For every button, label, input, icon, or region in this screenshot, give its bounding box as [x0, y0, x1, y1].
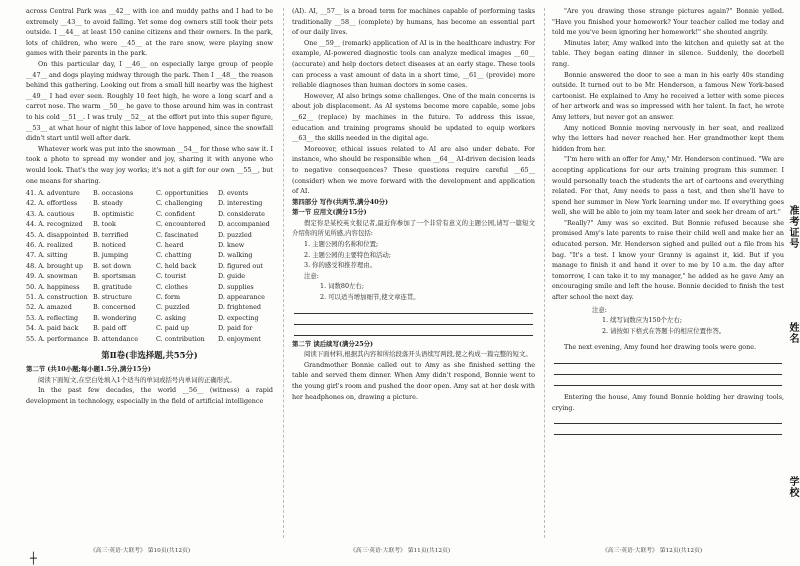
writing-prompt: 假定你是某校英文报记者,最近你参加了一个非常有意义的主题公园,请写一篇短文介绍你的所见所感,内容包括:	[292, 218, 535, 238]
option-choice: C. tourist	[156, 272, 187, 281]
option-choice: C. held back	[156, 261, 197, 270]
option-choice: D. appearance	[218, 293, 265, 301]
option-choice: B. took	[93, 220, 116, 229]
story-paragraph: "Really?" Amy was so excited. But Bonnie refused because she promised Amy's late parents to raise their child well and make her an educated person. Mr. Henderson sighed and pulled out a file from his bag. "It's a test. I know your Granny is against it, kid. But if you manage to finish it and hand it over to me by 10 a.m. the day after tomorrow, I can take it to my manager," he added as he gave Amy an encouraging smile and left the house. Bonnie decided to finish the test after school the next day.	[552, 218, 784, 302]
column-page-10	[26, 6, 273, 406]
option-choice: B. optimistic	[93, 209, 134, 218]
section-instruction: 阅读下面材料,根据其内容和所给段落开头语续写两段,使之构成一篇完整的短文。	[304, 350, 532, 359]
writing-line[interactable]	[294, 325, 533, 336]
option-choice: B. gratitude	[93, 282, 132, 291]
writing-line[interactable]	[294, 303, 533, 314]
option-row	[26, 240, 273, 250]
option-choice: D. knew	[218, 241, 245, 250]
story-paragraph: Amy noticed Bonnie moving nervously in her seat, and realized why the letters had never reached her. Her grandmother kept them hidden from her.	[552, 123, 784, 153]
option-choice: C. asking	[156, 313, 186, 322]
option-choice: 47. A. sitting	[26, 251, 68, 260]
cloze-options	[26, 188, 273, 344]
writing-line[interactable]	[554, 424, 782, 435]
note-item: 2. 请按如下格式在答题卡的相应位置作答。	[602, 326, 726, 335]
option-choice: D. supplies	[218, 282, 254, 291]
grammar-paragraph: In the past few decades, the world __56__ (witness) a rapid development in technology, especially in the field of artificial intelligence	[26, 386, 273, 405]
option-choice: B. structure	[93, 293, 132, 301]
option-choice: D. puzzled	[218, 230, 252, 239]
part2-title: 第Ⅱ卷(非选择题,共55分)	[101, 349, 198, 360]
option-choice: 48. A. brought up	[26, 261, 83, 270]
option-choice: D. guide	[218, 272, 246, 281]
option-choice: 50. A. happiness	[26, 282, 80, 291]
option-choice: 51. A. construction	[26, 293, 88, 301]
option-choice: B. sportsman	[93, 272, 136, 281]
option-choice: 52. A. amazed	[26, 303, 72, 312]
column-divider	[544, 8, 546, 538]
option-choice: B. noticed	[93, 241, 126, 250]
writing-item: 1. 主题公园的名称和位置;	[304, 240, 379, 249]
writing-item: 3. 你的感受和推荐理由。	[304, 261, 377, 270]
column-divider	[283, 8, 285, 538]
story-paragraph: "I'm here with an offer for Amy," Mr. Henderson continued. "We are accepting applications for our arts training program this summer. I would personally teach the students the art of cartoons and everything related. For that, Amy needs to pass a test, and then she'll have to spend her summer in New York learning under me. If everything goes well, she will be able to join my team later and seek her dream of art."	[552, 155, 784, 217]
option-row	[26, 292, 273, 302]
option-row	[26, 198, 273, 208]
option-choice: C. form	[156, 293, 181, 301]
option-row	[26, 282, 273, 292]
part4-heading: 第四部分 写作(共两节,满分40分)	[292, 197, 389, 206]
option-choice: B. concerned	[93, 303, 136, 312]
cloze-paragraph: Whatever work was put into the snowman __54__ for those who saw it. I took a photo to spread my wonder and joy, sharing it with anyone who would look. That's the way joy works; it's not a gift for our own __55__, but one means for sharing.	[26, 144, 273, 185]
option-row	[26, 250, 273, 260]
option-choice: B. attendance	[93, 334, 138, 343]
binding-stamp-school: 学校	[787, 476, 798, 498]
option-choice: D. frightened	[218, 303, 261, 312]
section-heading: 第一节 应用文(满分15分)	[292, 208, 367, 217]
option-choice: B. paid off	[93, 324, 127, 333]
column-page-11	[292, 6, 535, 402]
option-row	[26, 188, 273, 198]
option-choice: 44. A. recognized	[26, 220, 83, 229]
option-choice: C. puzzled	[156, 303, 190, 312]
option-choice: 42. A. effortless	[26, 199, 78, 208]
option-choice: C. contribution	[156, 334, 205, 343]
option-choice: D. paid for	[218, 324, 253, 333]
option-choice: C. opportunities	[156, 189, 209, 198]
option-row	[26, 209, 273, 219]
option-row	[26, 261, 273, 271]
option-choice: 53. A. reflecting	[26, 313, 79, 322]
section-instruction: 阅读下面短文,在空白处填入1个适当的单词或括号内单词的正确形式。	[38, 375, 236, 384]
option-choice: D. events	[218, 189, 249, 198]
story-paragraph: Bonnie answered the door to see a man in his early 40s standing outside. It turned out to be Mr. Henderson, a famous New York-based cartoonist. He explained to Amy he received a letter with some pieces of her artwork and was so impressed with her talent. In fact, he wrote Amy letters, but never got an answer.	[552, 70, 784, 121]
option-choice: C. challenging	[156, 199, 203, 208]
story-paragraph: "Are you drawing those strange pictures again?" Bonnie yelled. "Have you finished your homework? Your teacher called me today and told me you've been ignoring her homework!" she shouted angrily.	[552, 7, 784, 37]
option-choice: 54. A. paid back	[26, 324, 79, 333]
option-choice: D. walking	[218, 251, 253, 260]
option-choice: D. expecting	[218, 313, 259, 322]
section-heading: 第二节 读后续写(满分25分)	[292, 339, 374, 348]
continuation-start: The next evening, Amy found her drawing tools were gone.	[564, 343, 757, 352]
note-item: 2. 可以适当增加细节,使文章连贯。	[320, 293, 420, 302]
option-row	[26, 334, 273, 344]
option-row	[26, 323, 273, 333]
writing-line[interactable]	[294, 314, 533, 325]
option-choice: 55. A. performance	[26, 334, 89, 343]
option-choice: C. chatting	[156, 251, 192, 260]
option-choice: C. clothes	[156, 282, 188, 291]
grammar-paragraph: However, AI also brings some challenges. One of the main concerns is about job displacement. As AI systems become more capable, some jobs __62__ (replace) by machines in the future. To address this issue, education and training programs should be updated to equip workers __63__ the skills needed in the digital age.	[292, 91, 535, 143]
option-choice: C. paid up	[156, 324, 189, 333]
option-choice: 43. A. cautious	[26, 209, 75, 218]
story-paragraph: Grandmother Bonnie called out to Amy as she finished setting the table and served them dinner. When Amy didn't respond, Bonnie went to the young girl's room and pushed the door open. Amy sat at her desk with her headphones on, drawing a picture.	[292, 360, 535, 401]
option-choice: C. heard	[156, 241, 184, 250]
grammar-paragraph: (AI). AI, __57__ is a broad term for machines capable of performing tasks traditionally __58__ (complete) by humans, has become an essential part of our daily lives.	[292, 7, 535, 37]
option-choice: B. occasions	[93, 189, 134, 198]
binding-stamp-name: 姓名	[787, 322, 798, 344]
footer-page-10: 《高三·英语·大联考》 第10页(共12页)	[90, 548, 191, 554]
column-page-12	[552, 6, 784, 435]
option-row	[26, 302, 273, 312]
option-choice: B. set down	[93, 261, 131, 270]
option-choice: D. figured out	[218, 261, 263, 270]
option-choice: 45. A. disappointed	[26, 230, 89, 239]
option-choice: C. confident	[156, 209, 196, 218]
option-choice: 41. A. adventure	[26, 189, 80, 198]
writing-line[interactable]	[554, 364, 782, 375]
cloze-paragraph: across Central Park was __42__ with ice and muddy paths and I had to be extremely __43__ to avoid falling. Yet some dog owners still took their pets outside. I __44__ at least 150 canine citizens and their owners. In the park, lots of children, who were __45__ at the rare snow, were playing snow games with their parents in the park.	[26, 7, 273, 58]
grammar-paragraph: Moreover, ethical issues related to AI are also under debate. For instance, who should be responsible when __64__ AI-driven decision leads to negative consequences? These questions require careful __65__ (consider) when we move forward with the development and application of AI.	[292, 144, 535, 196]
writing-line[interactable]	[554, 375, 782, 386]
cloze-paragraph: On this particular day, I __46__ on especially large group of people __47__ and dogs playing midway through the park. Then I __48__ the reason behind this gathering. Looking out from a small hill nearby was the highest __49__ I had ever seen. Roughly 10 feet high, he wore a long scarf and a carrot nose. The warm __50__ he gave to those around him was in contrast to his cold __51__. I was truly __52__ at the effort put into this super figure, __53__ at what hour of night this labor of love happened, since the snowfall didn't start until well after dark.	[26, 59, 273, 143]
option-choice: B. jumping	[93, 251, 129, 260]
option-choice: B. terrified	[93, 230, 129, 239]
note-item: 1. 续写词数应为150个左右;	[602, 316, 682, 325]
option-row	[26, 219, 273, 229]
note-item: 1. 词数80左右;	[320, 282, 364, 291]
option-choice: D. interesting	[218, 199, 263, 208]
option-row	[26, 313, 273, 323]
option-choice: 49. A. snowman	[26, 272, 78, 281]
option-choice: B. wondering	[93, 313, 137, 322]
option-choice: D. enjoyment	[218, 334, 261, 343]
option-row	[26, 230, 273, 240]
option-choice: D. accompanied	[218, 220, 270, 229]
writing-item: 2. 主题公园的主要特色和活动;	[304, 250, 391, 259]
option-choice: B. steady	[93, 199, 123, 208]
note-label: 注意:	[304, 271, 319, 280]
registration-mark-icon: ┼	[30, 552, 37, 565]
option-row	[26, 271, 273, 281]
footer-page-12: 《高三·英语·大联考》 第12页(共12页)	[602, 548, 703, 554]
binding-stamp-exam-number: 准考证号	[787, 205, 798, 249]
continuation-start: Entering the house, Amy found Bonnie holding her drawing tools, crying.	[552, 393, 784, 412]
writing-line[interactable]	[554, 353, 782, 364]
option-choice: 46. A. realized	[26, 241, 73, 250]
grammar-paragraph: One __59__ (remark) application of AI is in the healthcare industry. For example, AI-powered diagnostic tools can analyze medical images __60__ (accurate) and help doctors detect diseases at an early stage. These tools can process a vast amount of data in a short time, __61__ (provide) more reliable diagnoses than human doctors in some cases.	[292, 38, 535, 90]
option-choice: C. fascinated	[156, 230, 199, 239]
section-heading: 第二节 (共10小题;每小题1.5分,满分15分)	[26, 364, 151, 373]
note-label: 注意:	[592, 305, 607, 314]
option-choice: D. considerate	[218, 209, 265, 218]
story-paragraph: Minutes later, Amy walked into the kitchen and quietly sat at the table. They began eating dinner in silence. Suddenly, the doorbell rang.	[552, 38, 784, 68]
option-choice: C. encountered	[156, 220, 206, 229]
footer-page-11: 《高三·英语·大联考》 第11页(共12页)	[350, 548, 451, 554]
writing-line[interactable]	[554, 413, 782, 424]
